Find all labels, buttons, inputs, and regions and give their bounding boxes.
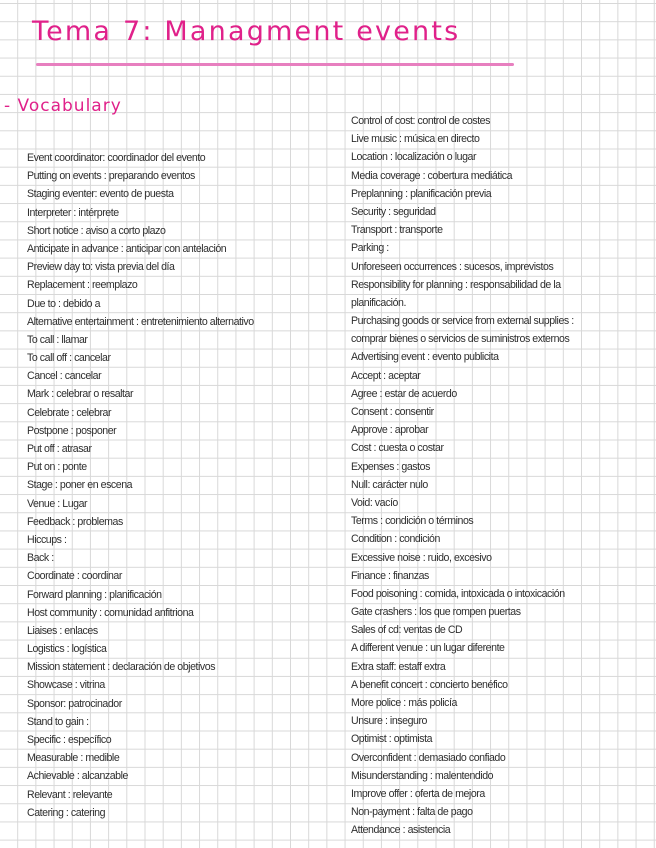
vocabulary-entry: A benefit concert : concierto benéfico <box>351 678 508 691</box>
vocabulary-entry: Cancel : cancelar <box>27 370 102 383</box>
vocabulary-entry: Misunderstanding : malentendido <box>351 769 494 782</box>
vocabulary-entry: Condition : condición <box>351 533 440 546</box>
vocabulary-entry: Location : localización o lugar <box>351 151 477 164</box>
vocabulary-entry: Preview day to: vista previa del día <box>27 261 175 274</box>
vocabulary-entry: comprar bienes o servicios de suministros externos <box>351 333 570 346</box>
vocabulary-list-right <box>351 112 574 840</box>
vocabulary-entry: Food poisoning : comida, intoxicada o intoxicación <box>351 587 565 600</box>
vocabulary-entry: Approve : aprobar <box>351 424 429 437</box>
vocabulary-entry: Interpreter : intérprete <box>27 206 119 219</box>
vocabulary-entry: Unsure : inseguro <box>351 715 427 728</box>
vocabulary-list-left <box>27 149 254 822</box>
page-title: Tema 7: Managment events <box>32 16 461 47</box>
vocabulary-entry: Parking : <box>351 242 389 255</box>
vocabulary-entry: Mark : celebrar o resaltar <box>27 388 134 401</box>
vocabulary-entry: A different venue : un lugar diferente <box>351 642 505 655</box>
vocabulary-entry: Stage : poner en escena <box>27 479 133 492</box>
vocabulary-entry: Extra staff: estaff extra <box>351 660 446 673</box>
vocabulary-entry: Responsibility for planning : responsabilidad de la <box>351 278 561 291</box>
vocabulary-entry: Put on : ponte <box>27 461 87 474</box>
vocabulary-entry: Gate crashers : los que rompen puertas <box>351 606 521 619</box>
vocabulary-entry: Logistics : logística <box>27 643 107 656</box>
vocabulary-entry: Mission statement : declaración de objetivos <box>27 661 216 674</box>
vocabulary-entry: Replacement : reemplazo <box>27 279 138 292</box>
vocabulary-entry: Due to : debido a <box>27 297 101 310</box>
vocabulary-entry: Forward planning : planificación <box>27 588 162 601</box>
vocabulary-entry: Accept : aceptar <box>351 369 421 382</box>
vocabulary-entry: Attendance : asistencia <box>351 824 451 837</box>
vocabulary-entry: Feedback : problemas <box>27 515 123 528</box>
vocabulary-entry: Host community : comunidad anfitriona <box>27 606 194 619</box>
vocabulary-entry: Celebrate : celebrar <box>27 406 112 419</box>
vocabulary-entry: Event coordinator: coordinador del evento <box>27 152 206 164</box>
vocabulary-entry: Void: vacío <box>351 496 398 509</box>
vocabulary-entry: Putting on events : preparando eventos <box>27 170 195 183</box>
vocabulary-entry: Control of cost: control de costes <box>351 115 490 127</box>
vocabulary-entry: Sponsor: patrocinador <box>27 697 122 710</box>
vocabulary-entry: Finance : finanzas <box>351 569 429 582</box>
vocabulary-entry: To call off : cancelar <box>27 352 111 365</box>
vocabulary-entry: Transport : transporte <box>351 224 443 237</box>
vocabulary-entry: Preplanning : planificación previa <box>351 187 492 200</box>
section-heading-vocabulary: - Vocabulary <box>4 96 122 116</box>
vocabulary-entry: Relevant : relevante <box>27 788 113 801</box>
vocabulary-entry: Back : <box>27 552 54 565</box>
vocabulary-entry: Unforeseen occurrences : sucesos, imprevistos <box>351 260 554 273</box>
vocabulary-entry: Venue : Lugar <box>27 497 88 510</box>
vocabulary-entry: Coordinate : coordinar <box>27 570 122 583</box>
vocabulary-entry: Hiccups : <box>27 533 67 546</box>
vocabulary-entry: Short notice : aviso a corto plazo <box>27 224 166 237</box>
vocabulary-entry: Cost : cuesta o costar <box>351 442 444 455</box>
vocabulary-entry: Consent : consentir <box>351 406 434 418</box>
vocabulary-entry: Advertising event : evento publicita <box>351 351 499 364</box>
vocabulary-entry: Media coverage : cobertura mediática <box>351 169 513 182</box>
vocabulary-entry: Alternative entertainment : entretenimiento alternativo <box>27 315 254 328</box>
vocabulary-entry: Excessive noise : ruido, excesivo <box>351 551 492 564</box>
vocabulary-entry: Overconfident : demasiado confiado <box>351 751 506 764</box>
vocabulary-entry: Null: carácter nulo <box>351 478 428 491</box>
vocabulary-entry: Showcase : vitrina <box>27 679 105 692</box>
vocabulary-entry: Expenses : gastos <box>351 460 430 473</box>
vocabulary-entry: Sales of cd: ventas de CD <box>351 624 463 637</box>
vocabulary-entry: Staging eventer: evento de puesta <box>27 188 174 201</box>
vocabulary-entry: Measurable : medible <box>27 752 120 765</box>
vocabulary-entry: More police : más policía <box>351 697 457 709</box>
vocabulary-entry: Anticipate in advance : anticipar con antelación <box>27 242 227 255</box>
title-underline <box>36 63 514 66</box>
vocabulary-entry: Stand to gain : <box>27 715 89 728</box>
vocabulary-entry: Non-payment : falta de pago <box>351 806 473 819</box>
vocabulary-entry: Optimist : optimista <box>351 733 433 746</box>
vocabulary-entry: Specific : específico <box>27 734 112 746</box>
vocabulary-entry: Achievable : alcanzable <box>27 770 128 783</box>
vocabulary-entry: Postpone : posponer <box>27 424 117 437</box>
vocabulary-entry: Terms : condición o términos <box>351 515 474 528</box>
vocabulary-entry: Agree : estar de acuerdo <box>351 387 457 400</box>
vocabulary-entry: Security : seguridad <box>351 205 436 218</box>
vocabulary-entry: planificación. <box>351 296 406 309</box>
vocabulary-entry: Live music : música en directo <box>351 133 480 146</box>
vocabulary-entry: Liaises : enlaces <box>27 624 98 637</box>
vocabulary-entry: Improve offer : oferta de mejora <box>351 787 485 800</box>
vocabulary-entry: Put off : atrasar <box>27 443 92 455</box>
vocabulary-entry: Catering : catering <box>27 806 106 819</box>
vocabulary-entry: Purchasing goods or service from external supplies : <box>351 315 574 328</box>
vocabulary-entry: To call : llamar <box>27 333 88 346</box>
